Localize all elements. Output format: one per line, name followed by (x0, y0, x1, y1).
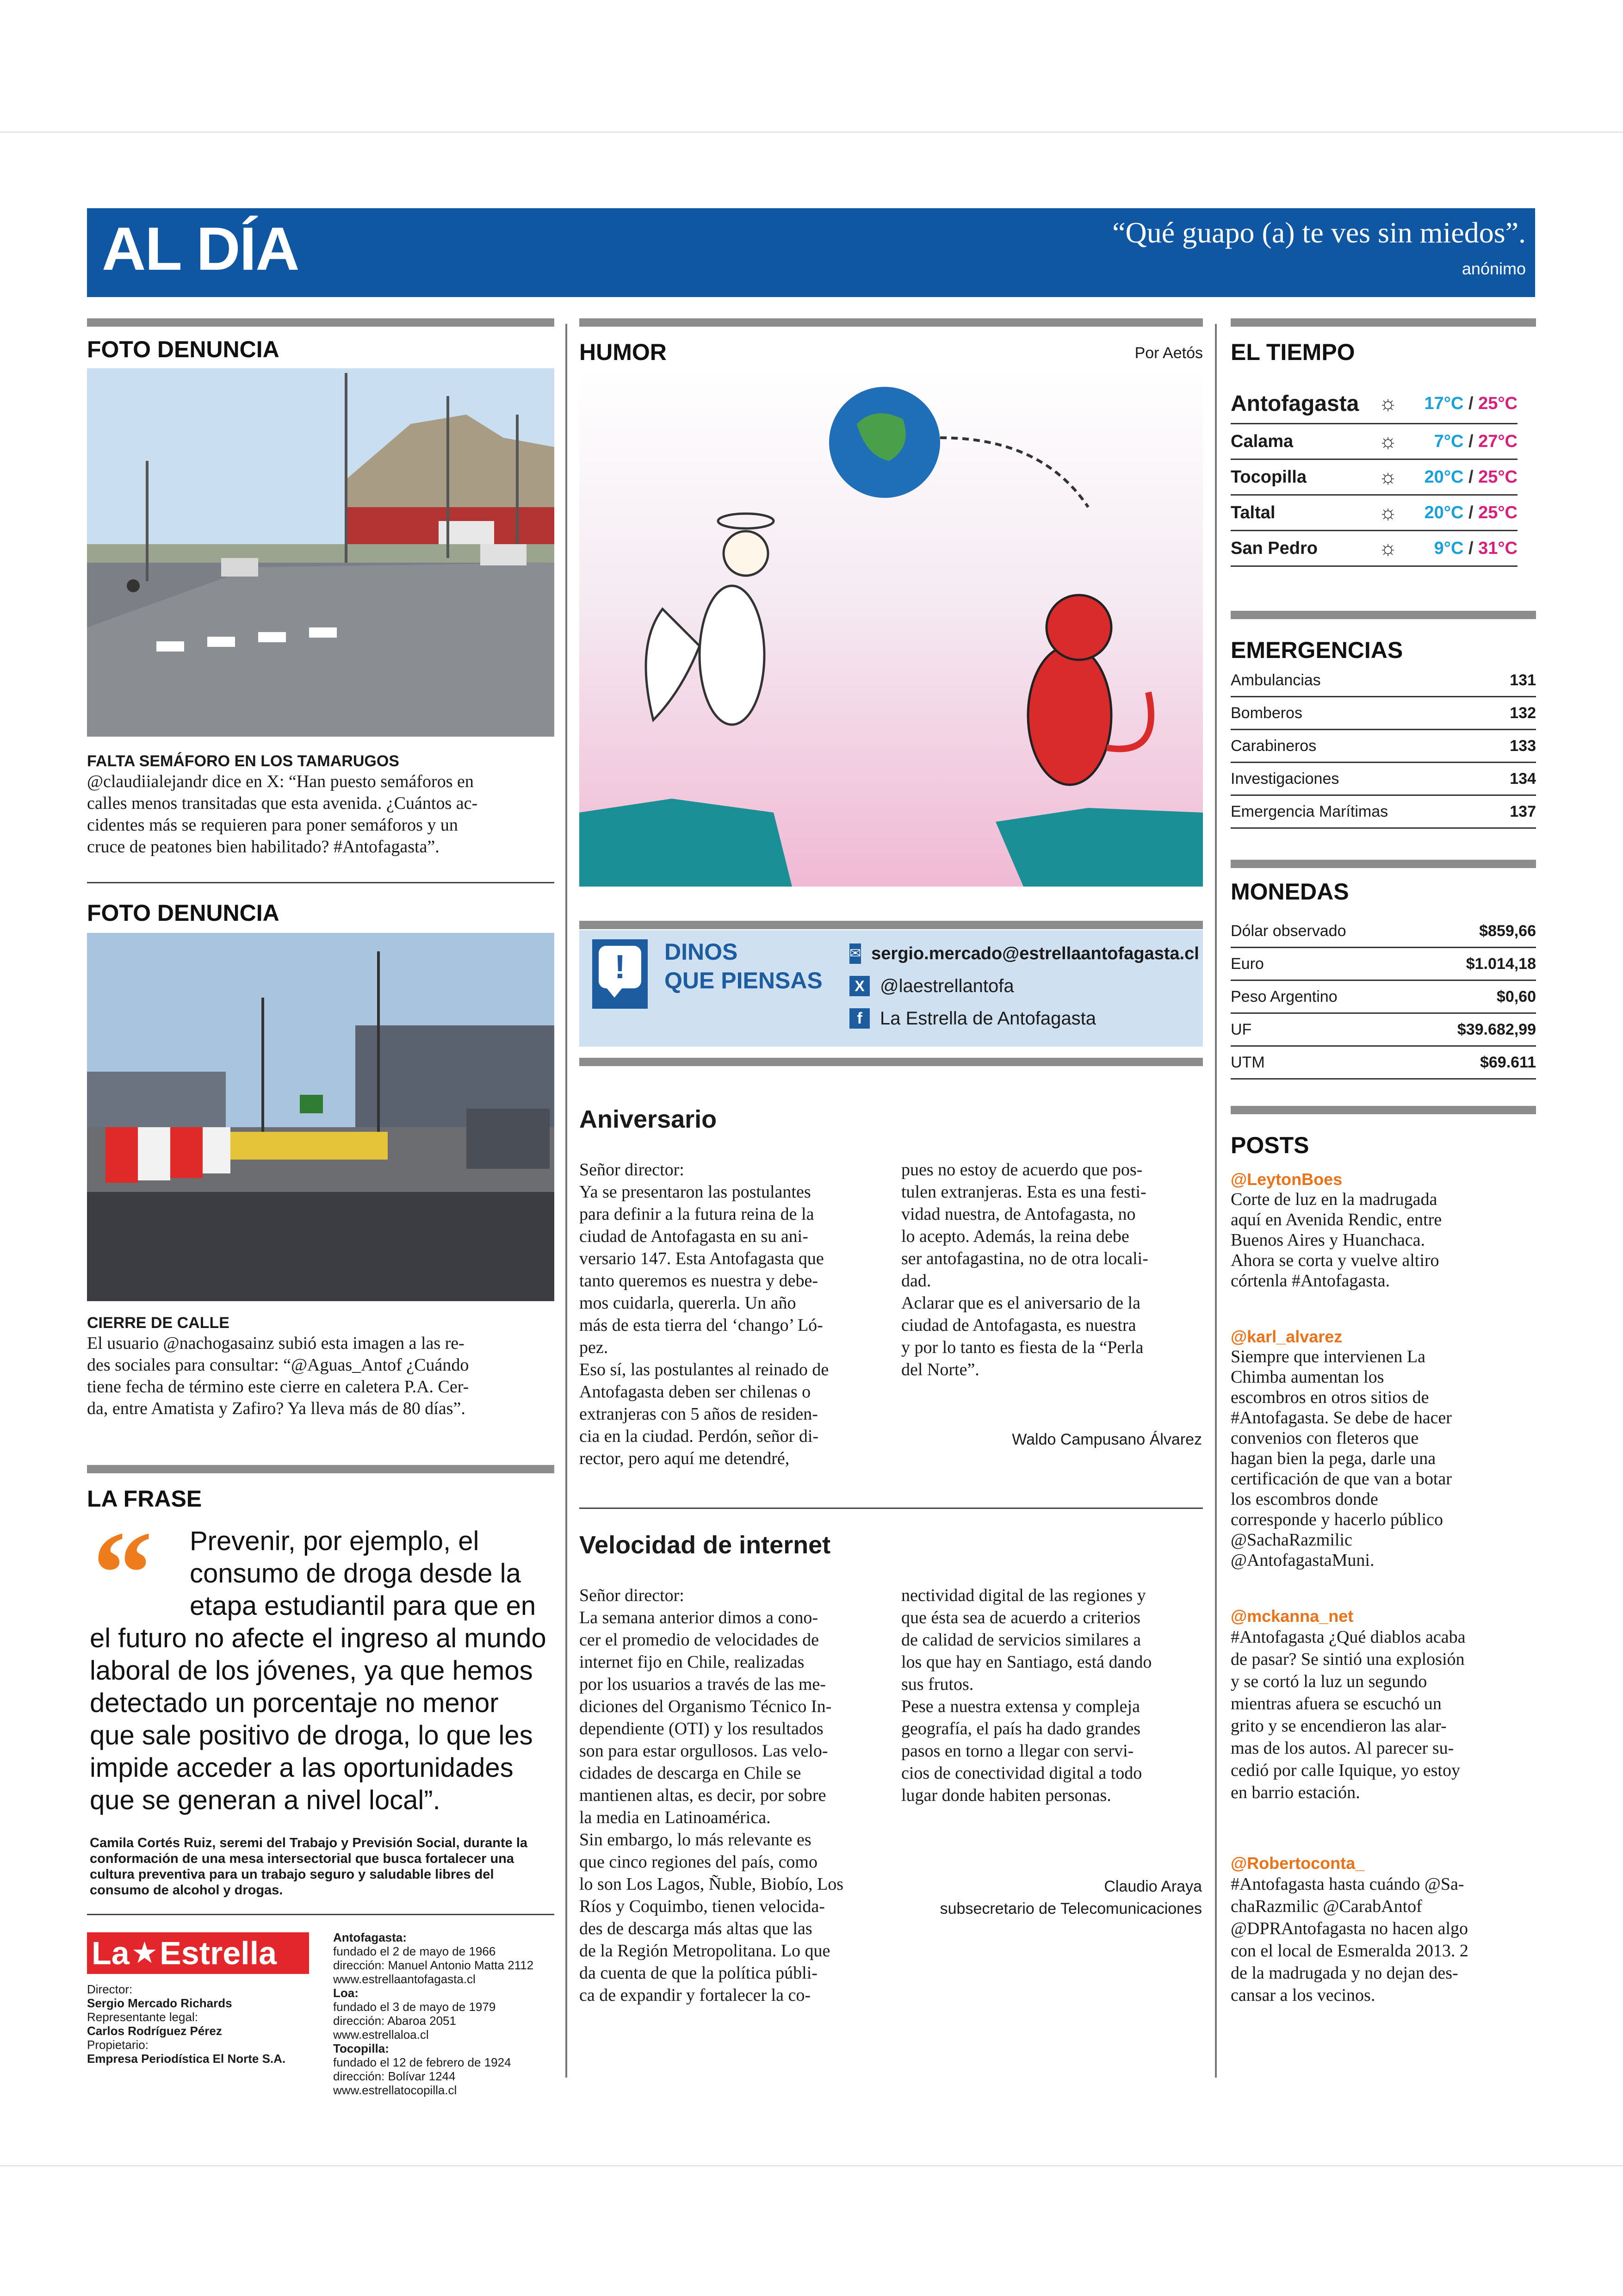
emergencia-row (1231, 664, 1536, 697)
letter2-line: por los usuarios a través de las me- (579, 1675, 826, 1694)
weather-city: Calama (1231, 431, 1294, 451)
post-line: de la madrugada y no dejan des- (1231, 1963, 1458, 1983)
moneda-row (1231, 1014, 1536, 1047)
weather-temp: 20°C / 25°C (1424, 503, 1518, 522)
letter2-line: los que hay en Santiago, está dando (901, 1652, 1152, 1672)
letter2-line: son para estar orgullosos. Las velo- (579, 1741, 828, 1761)
frase-line: detectado un porcentaje no menor (90, 1688, 499, 1718)
foto1-caption-line: calles menos transitadas que esta avenida. ¿Cuántos ac- (87, 794, 478, 813)
column-divider-bar (1231, 611, 1536, 619)
letter2-line: que cinco regiones del país, como (579, 1852, 818, 1872)
letter1-line: Señor director: (579, 1160, 684, 1179)
letter1-line: ciudad de Antofagasta en su ani- (579, 1227, 808, 1246)
frase-line: que se generan a nivel local”. (90, 1785, 440, 1815)
weather-temp: 7°C / 27°C (1434, 431, 1518, 451)
letter1-line: más de esta tierra del ‘chango’ Ló- (579, 1316, 823, 1335)
divider (87, 882, 554, 883)
foto1-caption-line: cidentes más se requieren para poner semáforos y un (87, 815, 458, 835)
facebook-row[interactable] (849, 1002, 1194, 1035)
letter1-line: pez. (579, 1338, 608, 1357)
partly-cloudy-icon: ☼ (1378, 465, 1398, 488)
weather-max: 25°C (1478, 467, 1518, 487)
column-rule (1215, 324, 1217, 2078)
post-line: chaRazmilic @CarabAntof (1231, 1897, 1422, 1916)
letter1-line: tulen extranjeras. Esta es una festi- (901, 1182, 1146, 1202)
letter1-line: y por lo tanto es fiesta de la “Perla (901, 1338, 1144, 1357)
frase-attribution-line: consumo de alcohol y drogas. (90, 1883, 283, 1898)
logo-text-left: La (92, 1935, 130, 1971)
partly-cloudy-icon: ☼ (1378, 392, 1398, 415)
letter1-line: Eso sí, las postulantes al reinado de (579, 1360, 829, 1379)
moneda-value: $0,60 (1496, 987, 1536, 1005)
letter1-line: tanto queremos es nuestra y debe- (579, 1271, 818, 1291)
emergencias-table (1231, 664, 1536, 829)
monedas-section-title: MONEDAS (1231, 879, 1349, 905)
letter1-line: del Norte”. (901, 1360, 979, 1379)
letter1-line: ser antofagastina, no de otra locali- (901, 1249, 1148, 1268)
moneda-value: $69.611 (1480, 1053, 1536, 1071)
letter2-line: cios de conectividad digital a todo (901, 1763, 1142, 1783)
weather-row (1231, 496, 1518, 531)
letter1-column1 (579, 1159, 885, 1470)
frase-line: el futuro no afecte el ingreso al mundo (90, 1623, 546, 1653)
post-line: @DPRAntofagasta no hacen algo (1231, 1919, 1468, 1938)
masthead-line: Propietario: (87, 2038, 149, 2052)
post-item (1231, 1607, 1536, 1804)
masthead-line: Tocopilla: (333, 2042, 389, 2055)
post-line: Siempre que intervienen La (1231, 1347, 1426, 1366)
letter2-line: pasos en torno a llegar con servi- (901, 1741, 1134, 1761)
foto1-section-title: FOTO DENUNCIA (87, 336, 279, 362)
post-user[interactable]: @Robertoconta_ (1231, 1854, 1365, 1873)
post-line: grito y se encendieron las alar- (1231, 1716, 1447, 1736)
masthead-line: Empresa Periodística El Norte S.A. (87, 2052, 286, 2066)
post-line: Ahora se corta y vuelve altiro (1231, 1251, 1439, 1270)
star-icon: ★ (131, 1936, 158, 1969)
letter1-line: dad. (901, 1271, 931, 1291)
post-line: mientras afuera se escuchó un (1231, 1694, 1442, 1713)
column-divider-bar (1231, 318, 1536, 327)
weather-table (1231, 384, 1518, 567)
masthead-line: Sergio Mercado Richards (87, 1996, 232, 2010)
letter1-line: extranjeras con 5 años de residen- (579, 1404, 818, 1424)
x-icon: X (849, 976, 870, 996)
post-line: @SachaRazmilic (1231, 1530, 1352, 1550)
letter2-line: diciones del Organismo Técnico In- (579, 1697, 832, 1716)
masthead-line: Loa: (333, 1986, 359, 2000)
post-line: de pasar? Se sintió una explosión (1231, 1650, 1465, 1669)
letter2-line: de calidad de servicios similares a (901, 1630, 1141, 1650)
post-line: cansar a los vecinos. (1231, 1986, 1375, 2005)
divider (87, 1914, 554, 1915)
logo-text-right: Estrella (160, 1935, 277, 1971)
letter1-line: ciudad de Antofagasta, es nuestra (901, 1316, 1136, 1335)
letter2-line: dependiente (OTI) y los resultados (579, 1719, 824, 1738)
emergencia-number: 132 (1510, 704, 1536, 722)
masthead-line: dirección: Manuel Antonio Matta 2112 (333, 1958, 534, 1972)
frase-line: que sale positivo de droga, lo que les (90, 1720, 533, 1750)
post-line: convenios con fleteros que (1231, 1428, 1419, 1448)
post-line: mas de los autos. Al parecer su- (1231, 1738, 1454, 1758)
letter2-line: lo son Los Lagos, Ñuble, Biobío, Los (579, 1874, 844, 1894)
post-body (1231, 1189, 1536, 1291)
frase-attribution-line: Camila Cortés Ruiz, seremi del Trabajo y Previsión Social, durante la (90, 1836, 528, 1850)
moneda-row (1231, 981, 1536, 1014)
moneda-value: $39.682,99 (1457, 1020, 1536, 1038)
sun-icon: ☼ (1378, 537, 1398, 559)
partly-cloudy-icon: ☼ (1378, 501, 1398, 524)
foto2-caption-title: CIERRE DE CALLE (87, 1314, 229, 1332)
post-line: @AntofagastaMuni. (1231, 1551, 1375, 1570)
foto1-caption (87, 771, 559, 858)
letter1-line: vidad nuestra, de Antofagasta, no (901, 1204, 1136, 1224)
moneda-value: $859,66 (1479, 922, 1536, 940)
masthead-editions (333, 1930, 555, 2097)
banner-quote: “Qué guapo (a) te ves sin miedos”. (1112, 216, 1526, 249)
masthead-line: Antofagasta: (333, 1930, 407, 1944)
post-line: corresponde y hacerlo público (1231, 1510, 1443, 1529)
masthead-line: Carlos Rodríguez Pérez (87, 2024, 222, 2038)
foto1-caption-line: cruce de peatones bien habilitado? #Antofagasta”. (87, 837, 440, 856)
weather-min: 9°C (1434, 538, 1464, 558)
post-line: córtenla #Antofagasta. (1231, 1271, 1390, 1291)
weather-max: 25°C (1478, 503, 1518, 522)
post-line: Corte de luz en la madrugada (1231, 1190, 1437, 1209)
weather-row (1231, 460, 1518, 496)
cartoon-illustration (579, 368, 1203, 887)
column-divider-bar (87, 318, 554, 327)
emergencia-label: Carabineros (1231, 737, 1317, 755)
divider (579, 1508, 1203, 1509)
foto1-photo (87, 368, 554, 737)
post-line: #Antofagasta ¿Qué diablos acaba (1231, 1627, 1466, 1647)
frase-attribution-line: cultura preventiva para un trabajo seguro y saludable libres del (90, 1867, 494, 1882)
post-line: Buenos Aires y Huanchaca. (1231, 1230, 1425, 1250)
contact-title-line: DINOS (664, 939, 738, 965)
letter2-line: la media en Latinoamérica. (579, 1808, 771, 1827)
moneda-row (1231, 948, 1536, 981)
weather-min: 7°C (1434, 431, 1464, 451)
post-line: Chimba aumentan los (1231, 1367, 1384, 1387)
post-body (1231, 1347, 1536, 1570)
emergencia-label: Ambulancias (1231, 671, 1321, 689)
post-line: los escombros donde (1231, 1489, 1378, 1509)
foto2-caption-line: da, entre Amatista y Zafiro? Ya lleva más de 80 días”. (87, 1399, 465, 1418)
weather-city: Tocopilla (1231, 467, 1307, 487)
emergencia-label: Emergencia Marítimas (1231, 802, 1388, 820)
letter1-line: para definir a la futura reina de la (579, 1204, 814, 1224)
frase-attribution-line: conformación de una mesa intersectorial que busca fortalecer una (90, 1851, 514, 1866)
weather-temp: 17°C / 25°C (1424, 393, 1518, 413)
foto2-caption-line: tiene fecha de término este cierre en caletera P.A. Cer- (87, 1377, 469, 1396)
banner-title: AL DÍA (102, 215, 299, 283)
weather-min: 20°C (1424, 467, 1464, 487)
emergencia-row (1231, 763, 1536, 796)
moneda-label: UTM (1231, 1053, 1265, 1071)
letter2-line: cidades de descarga en Chile se (579, 1763, 801, 1783)
letter1-line: mos cuidarla, quererla. Un año (579, 1293, 796, 1313)
contact-email[interactable]: sergio.mercado@estrellaantofagasta.cl (871, 943, 1199, 963)
contact-title-line: QUE PIENSAS (664, 968, 823, 993)
post-line: #Antofagasta. Se debe de hacer (1231, 1408, 1452, 1427)
letter2-line: que ésta sea de acuerdo a criterios (901, 1608, 1140, 1627)
foto2-caption-line: El usuario @nachogasainz subió esta imagen a las re- (87, 1334, 465, 1353)
weather-temp: 20°C / 25°C (1424, 467, 1518, 487)
masthead-line: www.estrellaloa.cl (333, 2028, 429, 2042)
column-divider-bar (579, 318, 1203, 327)
masthead-line: fundado el 12 de febrero de 1924 (333, 2055, 511, 2069)
frase-line: etapa estudiantil para que en (190, 1591, 536, 1621)
posts-section-title: POSTS (1231, 1132, 1309, 1158)
emergencia-number: 133 (1510, 737, 1536, 755)
frase-line: consumo de droga desde la (190, 1558, 521, 1589)
post-item (1231, 1854, 1536, 2006)
letter2-line: Señor director: (579, 1586, 684, 1605)
emergencia-label: Bomberos (1231, 704, 1302, 722)
info-icon (592, 939, 648, 1009)
letter1-line: Aclarar que es el aniversario de la (901, 1293, 1140, 1313)
sun-icon: ☼ (1378, 430, 1398, 453)
letter1-line: lo acepto. Además, la reina debe (901, 1227, 1129, 1246)
post-body (1231, 1626, 1536, 1804)
masthead-line: fundado el 2 de mayo de 1966 (333, 1944, 496, 1958)
weather-max: 31°C (1478, 538, 1518, 558)
facebook-icon: f (849, 1008, 870, 1029)
post-line: aquí en Avenida Rendic, entre (1231, 1210, 1442, 1229)
letter2-column1 (579, 1584, 885, 2006)
column-divider-bar (579, 1058, 1203, 1066)
post-line: cedió por calle Iquique, yo estoy (1231, 1761, 1460, 1780)
emergencia-label: Investigaciones (1231, 769, 1339, 788)
post-user[interactable]: @LeytonBoes (1231, 1170, 1343, 1189)
frase-line: laboral de los jóvenes, ya que hemos (90, 1656, 533, 1686)
email-icon: ✉ (849, 943, 861, 964)
emergencia-row (1231, 697, 1536, 730)
moneda-label: UF (1231, 1020, 1252, 1038)
weather-min: 20°C (1424, 503, 1464, 522)
letter2-line: geografía, el país ha dado grandes (901, 1719, 1141, 1738)
letter2-line: sus frutos. (901, 1675, 974, 1694)
column-divider-bar (579, 921, 1203, 929)
column-divider-bar (1231, 1106, 1536, 1114)
frase-section-title: LA FRASE (87, 1486, 202, 1512)
letter1-line: pues no estoy de acuerdo que pos- (901, 1160, 1143, 1179)
post-line: hagan bien la pega, darle una (1231, 1449, 1436, 1468)
masthead-line: www.estrellatocopilla.cl (333, 2083, 457, 2097)
letter1-line: Antofagasta deben ser chilenas o (579, 1382, 811, 1402)
masthead-line: Director: (87, 1982, 133, 1996)
weather-row (1231, 531, 1518, 567)
post-item (1231, 1170, 1536, 1291)
post-line: certificación de que van a botar (1231, 1469, 1452, 1489)
letter2-line: Pese a nuestra extensa y compleja (901, 1697, 1140, 1716)
letter2-signature-role: subsecretario de Telecomunicaciones (940, 1900, 1202, 1917)
weather-section-title: EL TIEMPO (1231, 339, 1355, 365)
moneda-label: Dólar observado (1231, 922, 1346, 940)
masthead-line: dirección: Abaroa 2051 (333, 2014, 456, 2028)
emergencia-row (1231, 796, 1536, 829)
emergencia-number: 137 (1510, 802, 1536, 820)
masthead-line: fundado el 3 de mayo de 1979 (333, 2000, 496, 2014)
humor-section-title: HUMOR (579, 339, 667, 365)
frase-line: Prevenir, por ejemplo, el (190, 1526, 479, 1556)
post-line: en barrio estación. (1231, 1783, 1360, 1802)
foto1-caption-title: FALTA SEMÁFORO EN LOS TAMARUGOS (87, 752, 399, 770)
humor-byline: Por Aetós (1134, 344, 1203, 362)
emergencia-row (1231, 730, 1536, 763)
letter1-title: Aniversario (579, 1105, 717, 1133)
letter2-column2 (901, 1584, 1202, 1806)
masthead-line: dirección: Bolívar 1244 (333, 2069, 456, 2083)
weather-min: 17°C (1424, 393, 1464, 413)
post-user[interactable]: @karl_alvarez (1231, 1327, 1343, 1346)
letter2-line: La semana anterior dimos a cono- (579, 1608, 818, 1627)
foto2-caption (87, 1333, 559, 1420)
letter2-line: Ríos y Coquimbo, tienen velocida- (579, 1897, 825, 1916)
letter1-line: cia en la ciudad. Perdón, señor di- (579, 1427, 819, 1446)
x-row[interactable] (849, 970, 1194, 1002)
letter2-line: cer el promedio de velocidades de (579, 1630, 819, 1650)
letter2-title: Velocidad de internet (579, 1531, 831, 1559)
post-line: y se cortó la luz un segundo (1231, 1672, 1427, 1691)
post-line: #Antofagasta hasta cuándo @Sa- (1231, 1874, 1464, 1894)
moneda-row (1231, 915, 1536, 948)
speech-tail-icon (606, 987, 623, 998)
weather-max: 27°C (1478, 431, 1518, 451)
letter2-signature-name: Claudio Araya (1104, 1878, 1202, 1895)
weather-max: 25°C (1478, 393, 1518, 413)
info-icon-glyph: ! (599, 946, 641, 988)
contact-facebook[interactable]: La Estrella de Antofagasta (880, 1008, 1096, 1029)
email-row[interactable] (849, 937, 1199, 970)
letter1-column2 (901, 1159, 1202, 1381)
foto2-photo (87, 933, 554, 1301)
weather-city: San Pedro (1231, 538, 1318, 558)
post-user[interactable]: @mckanna_net (1231, 1607, 1354, 1626)
emergencias-section-title: EMERGENCIAS (1231, 637, 1403, 663)
moneda-value: $1.014,18 (1466, 955, 1536, 973)
post-body (1231, 1873, 1536, 2006)
foto1-caption-line: @claudiialejandr dice en X: “Han puesto semáforos en (87, 772, 474, 791)
weather-city: Antofagasta (1231, 391, 1359, 416)
letter2-line: internet fijo en Chile, realizadas (579, 1652, 805, 1672)
moneda-label: Peso Argentino (1231, 987, 1338, 1005)
masthead-line: Representante legal: (87, 2010, 198, 2024)
banner-author: anónimo (1462, 259, 1526, 278)
letter2-line: des de descarga más altas que las (579, 1919, 812, 1938)
letter2-line: lugar donde habiten personas. (901, 1786, 1111, 1805)
foto2-section-title: FOTO DENUNCIA (87, 900, 279, 926)
letter2-line: de la Región Metropolitana. Lo que (579, 1941, 830, 1961)
estrella-logo (87, 1932, 309, 1974)
letter2-line: Sin embargo, lo más relevante es (579, 1830, 812, 1849)
letter1-line: versario 147. Esta Antofagasta que (579, 1249, 824, 1268)
letter1-line: rector, pero aquí me detendré, (579, 1449, 790, 1468)
weather-row (1231, 424, 1518, 460)
letter2-line: da cuenta de que la política públi- (579, 1963, 818, 1983)
column-divider-bar (87, 1465, 554, 1473)
letter1-line: Ya se presentaron las postulantes (579, 1182, 811, 1202)
column-divider-bar (1231, 860, 1536, 868)
post-line: con el local de Esmeralda 2013. 2 (1231, 1941, 1468, 1961)
frase-line: impide acceder a las oportunidades (90, 1753, 514, 1783)
post-item (1231, 1327, 1536, 1570)
quote-mark-icon: “ (93, 1507, 153, 1640)
contact-links (849, 937, 1199, 1035)
column-rule (565, 324, 567, 2078)
foto2-caption-line: des sociales para consultar: “@Aguas_Antof ¿Cuándo (87, 1355, 469, 1375)
masthead-staff (87, 1982, 304, 2066)
letter2-line: mantienen altas, es decir, por sobre (579, 1786, 826, 1805)
moneda-label: Euro (1231, 955, 1264, 973)
contact-title (664, 937, 823, 995)
emergencia-number: 131 (1510, 671, 1536, 689)
weather-row (1231, 384, 1518, 424)
monedas-table (1231, 915, 1536, 1080)
weather-temp: 9°C / 31°C (1434, 538, 1518, 558)
masthead-line: www.estrellaantofagasta.cl (333, 1972, 476, 1986)
moneda-row (1231, 1047, 1536, 1080)
letter2-line: ca de expandir y fortalecer la co- (579, 1986, 811, 2005)
weather-city: Taltal (1231, 503, 1276, 522)
frase-attribution (90, 1835, 557, 1898)
post-line: escombros en otros sitios de (1231, 1388, 1429, 1407)
letter1-signature: Waldo Campusano Álvarez (1012, 1431, 1202, 1448)
contact-x-handle[interactable]: @laestrellantofa (880, 975, 1014, 996)
emergencia-number: 134 (1510, 769, 1536, 788)
letter2-line: nectividad digital de las regiones y (901, 1586, 1146, 1605)
